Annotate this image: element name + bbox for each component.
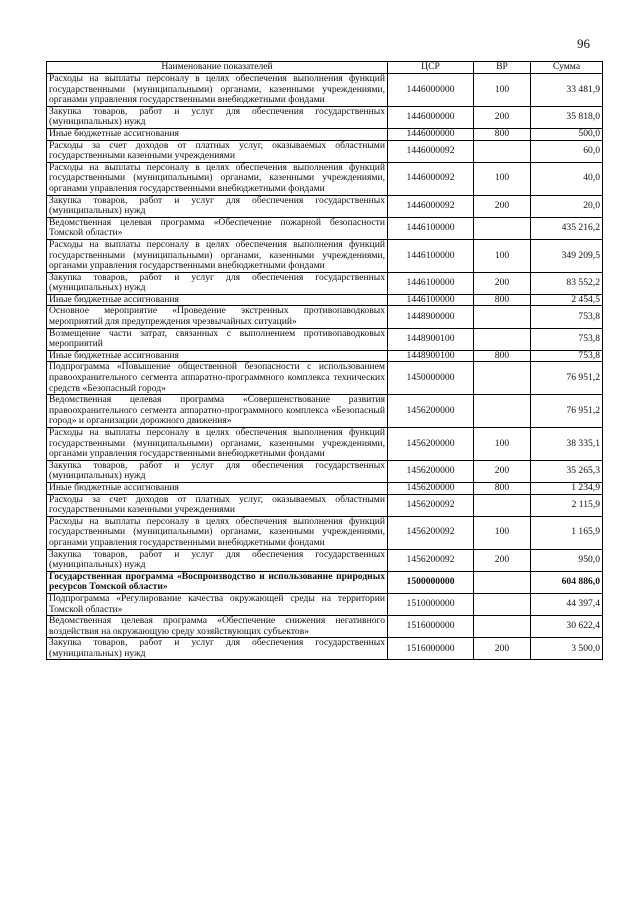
cell-vr (474, 306, 531, 328)
cell-name: Иные бюджетные ассигнования (47, 294, 388, 306)
cell-name: Подпрограмма «Повышение общественной безопасности с использованием правоохранительного сегмента аппаратно-программного комплекса технических средств «Безопасный город» (47, 362, 388, 395)
cell-name: Иные бюджетные ассигнования (47, 350, 388, 362)
cell-sum: 950,0 (531, 549, 603, 571)
cell-name: Закупка товаров, работ и услуг для обеспечения государственных (муниципальных) нужд (47, 195, 388, 217)
cell-csr: 1448900000 (388, 306, 474, 328)
cell-name: Расходы на выплаты персоналу в целях обеспечения выполнения функций государственными (муниципальными) органами, казенными учреждениями, органами управления государственными внебюджетными фондами (47, 516, 388, 549)
cell-name: Расходы на выплаты персоналу в целях обеспечения выполнения функций государственными (муниципальными) органами, казенными учреждениями, органами управления государственными внебюджетными фондами (47, 74, 388, 107)
cell-vr: 800 (474, 294, 531, 306)
cell-vr (474, 328, 531, 350)
cell-sum: 60,0 (531, 140, 603, 162)
cell-csr: 1456200000 (388, 460, 474, 482)
table-row (47, 482, 603, 494)
cell-csr: 1516000000 (388, 616, 474, 638)
cell-name: Закупка товаров, работ и услуг для обеспечения государственных (муниципальных) нужд (47, 460, 388, 482)
cell-vr (474, 140, 531, 162)
cell-name: Государственная программа «Воспроизводство и использование природных ресурсов Томской области» (47, 571, 388, 593)
cell-csr: 1446100000 (388, 239, 474, 272)
table-row (47, 593, 603, 615)
cell-sum: 604 886,0 (531, 571, 603, 593)
cell-name: Закупка товаров, работ и услуг для обеспечения государственных (муниципальных) нужд (47, 638, 388, 660)
cell-sum: 753,8 (531, 350, 603, 362)
table-row (47, 140, 603, 162)
cell-vr: 200 (474, 638, 531, 660)
table-row (47, 362, 603, 395)
cell-sum: 40,0 (531, 162, 603, 195)
table-row (47, 128, 603, 140)
cell-vr (474, 395, 531, 428)
cell-vr (474, 616, 531, 638)
cell-sum: 3 500,0 (531, 638, 603, 660)
cell-sum: 76 951,2 (531, 362, 603, 395)
cell-sum: 2 454,5 (531, 294, 603, 306)
cell-vr: 100 (474, 162, 531, 195)
table-row (47, 294, 603, 306)
cell-csr: 1448900100 (388, 328, 474, 350)
cell-name: Расходы на выплаты персоналу в целях обеспечения выполнения функций государственными (муниципальными) органами, казенными учреждениями, органами управления государственными внебюджетными фондами (47, 162, 388, 195)
cell-vr: 200 (474, 272, 531, 294)
cell-name: Расходы на выплаты персоналу в целях обеспечения выполнения функций государственными (муниципальными) органами, казенными учреждениями, органами управления государственными внебюджетными фондами (47, 239, 388, 272)
cell-csr: 1446000000 (388, 128, 474, 140)
cell-sum: 33 481,9 (531, 74, 603, 107)
table-row (47, 494, 603, 516)
cell-name: Иные бюджетные ассигнования (47, 128, 388, 140)
cell-csr: 1456200092 (388, 494, 474, 516)
cell-name: Закупка товаров, работ и услуг для обеспечения государственных (муниципальных) нужд (47, 106, 388, 128)
cell-name: Основное мероприятие «Проведение экстренных противопаводковых мероприятий для предупреждения чрезвычайных ситуаций» (47, 306, 388, 328)
cell-csr: 1446100000 (388, 217, 474, 239)
table-row (47, 516, 603, 549)
cell-name: Расходы за счет доходов от платных услуг, оказываемых областными государственными казенными учреждениями (47, 494, 388, 516)
header-name: Наименование показателей (47, 62, 388, 74)
cell-sum: 35 265,3 (531, 460, 603, 482)
cell-csr: 1500000000 (388, 571, 474, 593)
cell-csr: 1446100000 (388, 272, 474, 294)
table-row (47, 328, 603, 350)
cell-sum: 500,0 (531, 128, 603, 140)
header-sum: Сумма (531, 62, 603, 74)
cell-vr: 800 (474, 128, 531, 140)
cell-sum: 753,8 (531, 328, 603, 350)
cell-vr: 200 (474, 106, 531, 128)
table-header-row (47, 62, 603, 74)
cell-csr: 1456200092 (388, 516, 474, 549)
cell-csr: 1456200000 (388, 482, 474, 494)
table-row (47, 571, 603, 593)
header-vr: ВР (474, 62, 531, 74)
cell-csr: 1448900100 (388, 350, 474, 362)
cell-vr: 800 (474, 350, 531, 362)
cell-sum: 38 335,1 (531, 428, 603, 461)
cell-csr: 1446000092 (388, 162, 474, 195)
table-row (47, 549, 603, 571)
header-csr: ЦСР (388, 62, 474, 74)
table-row (47, 74, 603, 107)
table-row (47, 460, 603, 482)
cell-csr: 1446000000 (388, 106, 474, 128)
cell-sum: 1 234,9 (531, 482, 603, 494)
cell-name: Ведомственная целевая программа «Совершенствование развития правоохранительного сегмента аппаратно-программного комплекса «Безопасный город» и организации дорожного движения» (47, 395, 388, 428)
cell-vr: 200 (474, 549, 531, 571)
cell-vr: 100 (474, 239, 531, 272)
cell-name: Возмещение части затрат, связанных с выполнением противопаводковых мероприятий (47, 328, 388, 350)
cell-vr (474, 571, 531, 593)
cell-sum: 35 818,0 (531, 106, 603, 128)
table-row (47, 106, 603, 128)
cell-csr: 1456200092 (388, 549, 474, 571)
cell-name: Расходы на выплаты персоналу в целях обеспечения выполнения функций государственными (муниципальными) органами, казенными учреждениями, органами управления государственными внебюджетными фондами (47, 428, 388, 461)
cell-vr (474, 217, 531, 239)
cell-vr: 200 (474, 195, 531, 217)
table-row (47, 616, 603, 638)
cell-sum: 20,0 (531, 195, 603, 217)
cell-sum: 435 216,2 (531, 217, 603, 239)
cell-vr: 100 (474, 74, 531, 107)
table-row (47, 306, 603, 328)
cell-vr: 200 (474, 460, 531, 482)
table-row (47, 272, 603, 294)
budget-table (46, 61, 603, 660)
cell-csr: 1446000092 (388, 195, 474, 217)
cell-sum: 2 115,9 (531, 494, 603, 516)
table-row (47, 638, 603, 660)
cell-sum: 349 209,5 (531, 239, 603, 272)
cell-name: Иные бюджетные ассигнования (47, 482, 388, 494)
cell-sum: 83 552,2 (531, 272, 603, 294)
cell-name: Закупка товаров, работ и услуг для обеспечения государственных (муниципальных) нужд (47, 549, 388, 571)
cell-vr (474, 593, 531, 615)
cell-name: Закупка товаров, работ и услуг для обеспечения государственных (муниципальных) нужд (47, 272, 388, 294)
cell-vr (474, 362, 531, 395)
cell-sum: 44 397,4 (531, 593, 603, 615)
cell-csr: 1456200000 (388, 428, 474, 461)
cell-vr (474, 494, 531, 516)
cell-name: Ведомственная целевая программа «Обеспечение пожарной безопасности Томской области» (47, 217, 388, 239)
table-row (47, 217, 603, 239)
cell-sum: 76 951,2 (531, 395, 603, 428)
page-number: 96 (577, 36, 590, 51)
cell-csr: 1510000000 (388, 593, 474, 615)
table-body (47, 74, 603, 660)
table-row (47, 428, 603, 461)
cell-csr: 1456200000 (388, 395, 474, 428)
cell-csr: 1446000092 (388, 140, 474, 162)
cell-vr: 800 (474, 482, 531, 494)
table-row (47, 350, 603, 362)
cell-name: Расходы за счет доходов от платных услуг, оказываемых областными государственными казенными учреждениями (47, 140, 388, 162)
cell-sum: 30 622,4 (531, 616, 603, 638)
cell-csr: 1450000000 (388, 362, 474, 395)
cell-csr: 1516000000 (388, 638, 474, 660)
cell-csr: 1446100000 (388, 294, 474, 306)
cell-csr: 1446000000 (388, 74, 474, 107)
table-row (47, 195, 603, 217)
cell-vr: 100 (474, 428, 531, 461)
table-row (47, 162, 603, 195)
cell-name: Подпрограмма «Регулирование качества окружающей среды на территории Томской области» (47, 593, 388, 615)
table-row (47, 239, 603, 272)
cell-sum: 1 165,9 (531, 516, 603, 549)
table-row (47, 395, 603, 428)
cell-name: Ведомственная целевая программа «Обеспечение снижения негативного воздействия на окружающую среду хозяйствующих субъектов» (47, 616, 388, 638)
cell-vr: 100 (474, 516, 531, 549)
cell-sum: 753,8 (531, 306, 603, 328)
